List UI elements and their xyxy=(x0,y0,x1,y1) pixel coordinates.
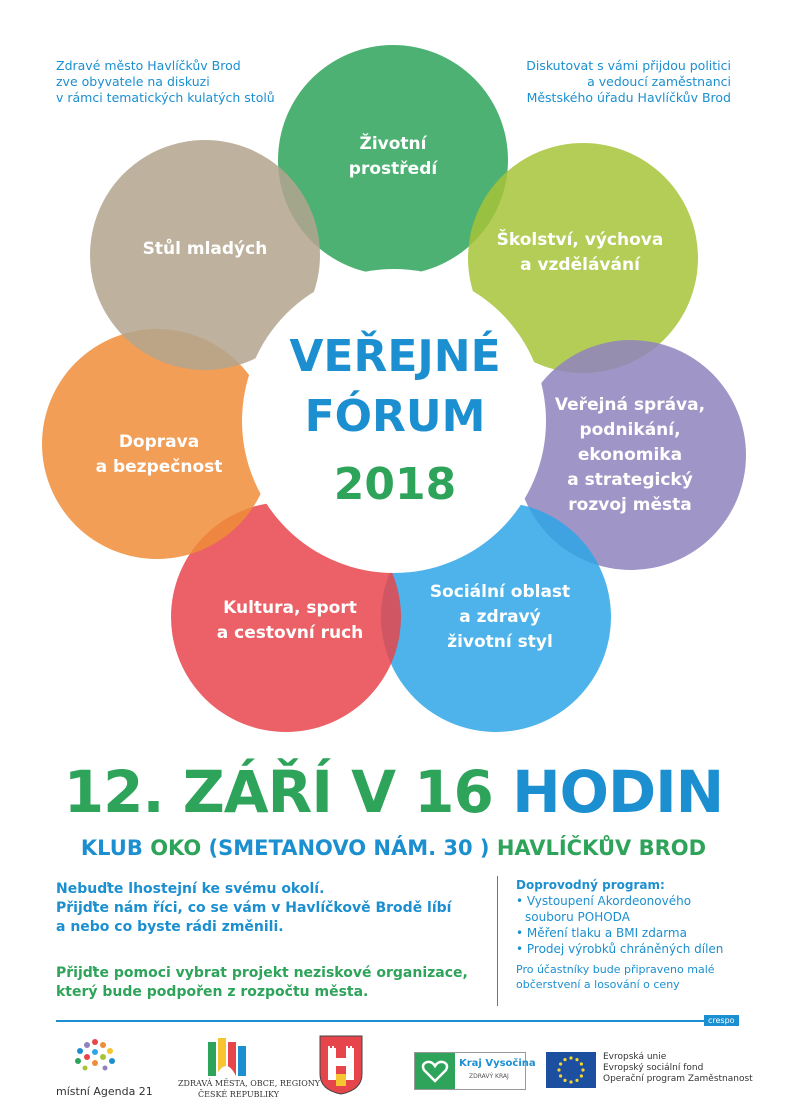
topic-line: a bezpečnost xyxy=(95,457,223,477)
eu-label: Operační program Zaměstnanost xyxy=(603,1074,753,1084)
eu-star xyxy=(569,1056,572,1059)
topic-skolstvi xyxy=(480,228,680,278)
healthy-cities-label: ZDRAVÁ MĚSTA, OBCE, REGIONY xyxy=(178,1079,321,1088)
topic-line: rozvoj města xyxy=(568,495,692,515)
topic-line: Životní xyxy=(359,134,427,154)
healthy-cities-label: ČESKÉ REPUBLIKY xyxy=(198,1090,280,1099)
topic-line: Kultura, sport xyxy=(223,598,357,618)
topic-line: Doprava xyxy=(118,432,200,452)
venue-part: KLUB xyxy=(80,836,143,860)
date-part: 12. ZÁŘÍ V 16 xyxy=(63,758,493,826)
body-project xyxy=(56,964,468,1002)
topic-line: a zdravý xyxy=(459,607,541,627)
body-line: Nebuďte lhostejní ke svému okolí. xyxy=(56,881,325,897)
vysocina-label: Kraj Vysočina xyxy=(459,1058,536,1069)
intro-left-line: v rámci tematických kulatých stolů xyxy=(56,90,275,105)
body-line: Přijďte nám říci, co se vám v Havlíčkově Brodě líbí xyxy=(56,900,452,916)
title-line-1: VEŘEJNÉ xyxy=(289,331,501,382)
vysocina-sublabel: ZDRAVÝ KRAJ xyxy=(469,1073,509,1080)
body-line: Přijďte pomoci vybrat projekt neziskové organizace, xyxy=(56,965,468,981)
topic-doprava xyxy=(64,430,254,480)
topic-stul-mladych xyxy=(110,237,300,262)
eu-star xyxy=(580,1062,583,1065)
topic-verejna-sprava xyxy=(534,393,726,518)
eu-star xyxy=(559,1074,562,1077)
eu-star xyxy=(575,1058,578,1061)
topic-line: Stůl mladých xyxy=(142,239,268,259)
healthy-cities-logo-icon xyxy=(204,1036,248,1078)
vysocina-heart-bg xyxy=(415,1053,455,1089)
topic-line: Sociální oblast xyxy=(429,582,571,602)
topic-kultura xyxy=(196,596,384,646)
topic-line: Veřejná správa, xyxy=(554,395,706,415)
event-date xyxy=(0,758,787,826)
eu-star xyxy=(569,1080,572,1083)
eu-star xyxy=(557,1068,560,1071)
title-line-2: FÓRUM xyxy=(304,391,486,442)
intro-right-line: Městského úřadu Havlíčkův Brod xyxy=(526,90,731,105)
title-year: 2018 xyxy=(333,459,457,510)
program-item: souboru POHODA xyxy=(525,910,630,924)
topic-line: a cestovní ruch xyxy=(216,623,364,643)
body-line: který bude podpořen z rozpočtu města. xyxy=(56,984,369,1000)
body-line: a nebo co byste rádi změnili. xyxy=(56,919,284,935)
venue-part: (SMETANOVO NÁM. 30 ) xyxy=(208,836,490,860)
eu-label: Evropský sociální fond xyxy=(603,1063,704,1073)
venue-part: HAVLÍČKŮV BROD xyxy=(496,836,707,860)
eu-star xyxy=(563,1079,566,1082)
topic-line: a strategický xyxy=(567,470,693,490)
city-coat-of-arms-icon xyxy=(318,1034,364,1096)
topic-line: životní styl xyxy=(447,632,553,652)
program-note xyxy=(516,962,715,992)
eu-label: Evropská unie xyxy=(603,1052,667,1062)
agenda21-logo-icon xyxy=(70,1036,120,1078)
eu-flag-icon xyxy=(546,1052,596,1088)
topic-zivotni-prostredi xyxy=(300,132,486,182)
topic-line: Školství, výchova xyxy=(496,230,664,250)
eu-star xyxy=(563,1058,566,1061)
body-invitation xyxy=(56,880,451,937)
agenda21-label: místní Agenda 21 xyxy=(56,1085,153,1098)
program-box xyxy=(516,877,723,957)
footer-divider xyxy=(56,1020,706,1022)
topic-socialni-oblast xyxy=(410,580,590,655)
intro-left-line: zve obyvatele na diskuzi xyxy=(56,74,210,89)
venue-part: OKO xyxy=(150,836,202,860)
eu-star xyxy=(581,1068,584,1071)
topic-line: a vzdělávání xyxy=(520,255,640,275)
program-item: • Měření tlaku a BMI zdarma xyxy=(516,926,687,940)
heart-icon xyxy=(415,1053,455,1089)
program-note-line: Pro účastníky bude připraveno malé xyxy=(516,963,715,976)
topic-line: podnikání, xyxy=(579,420,681,440)
program-item: • Prodej výrobků chráněných dílen xyxy=(516,942,724,956)
crespo-logo: crespo xyxy=(704,1015,739,1026)
intro-right-line: Diskutovat s vámi přijdou politici xyxy=(526,58,731,73)
program-title: Doprovodný program: xyxy=(516,878,665,892)
topic-line: ekonomika xyxy=(577,445,683,465)
vysocina-logo xyxy=(414,1052,536,1090)
topic-line: prostředí xyxy=(348,159,438,179)
date-part: HODIN xyxy=(512,758,724,826)
eu-labels xyxy=(603,1052,753,1085)
eu-star xyxy=(580,1074,583,1077)
intro-right-line: a vedoucí zaměstnanci xyxy=(587,74,731,89)
program-note-line: občerstvení a losování o ceny xyxy=(516,978,680,991)
intro-left-line: Zdravé město Havlíčkův Brod xyxy=(56,58,241,73)
program-divider xyxy=(497,876,498,1006)
program-item: • Vystoupení Akordeonového xyxy=(516,894,692,908)
eu-star xyxy=(559,1062,562,1065)
event-venue xyxy=(0,836,787,860)
eu-star xyxy=(575,1079,578,1082)
